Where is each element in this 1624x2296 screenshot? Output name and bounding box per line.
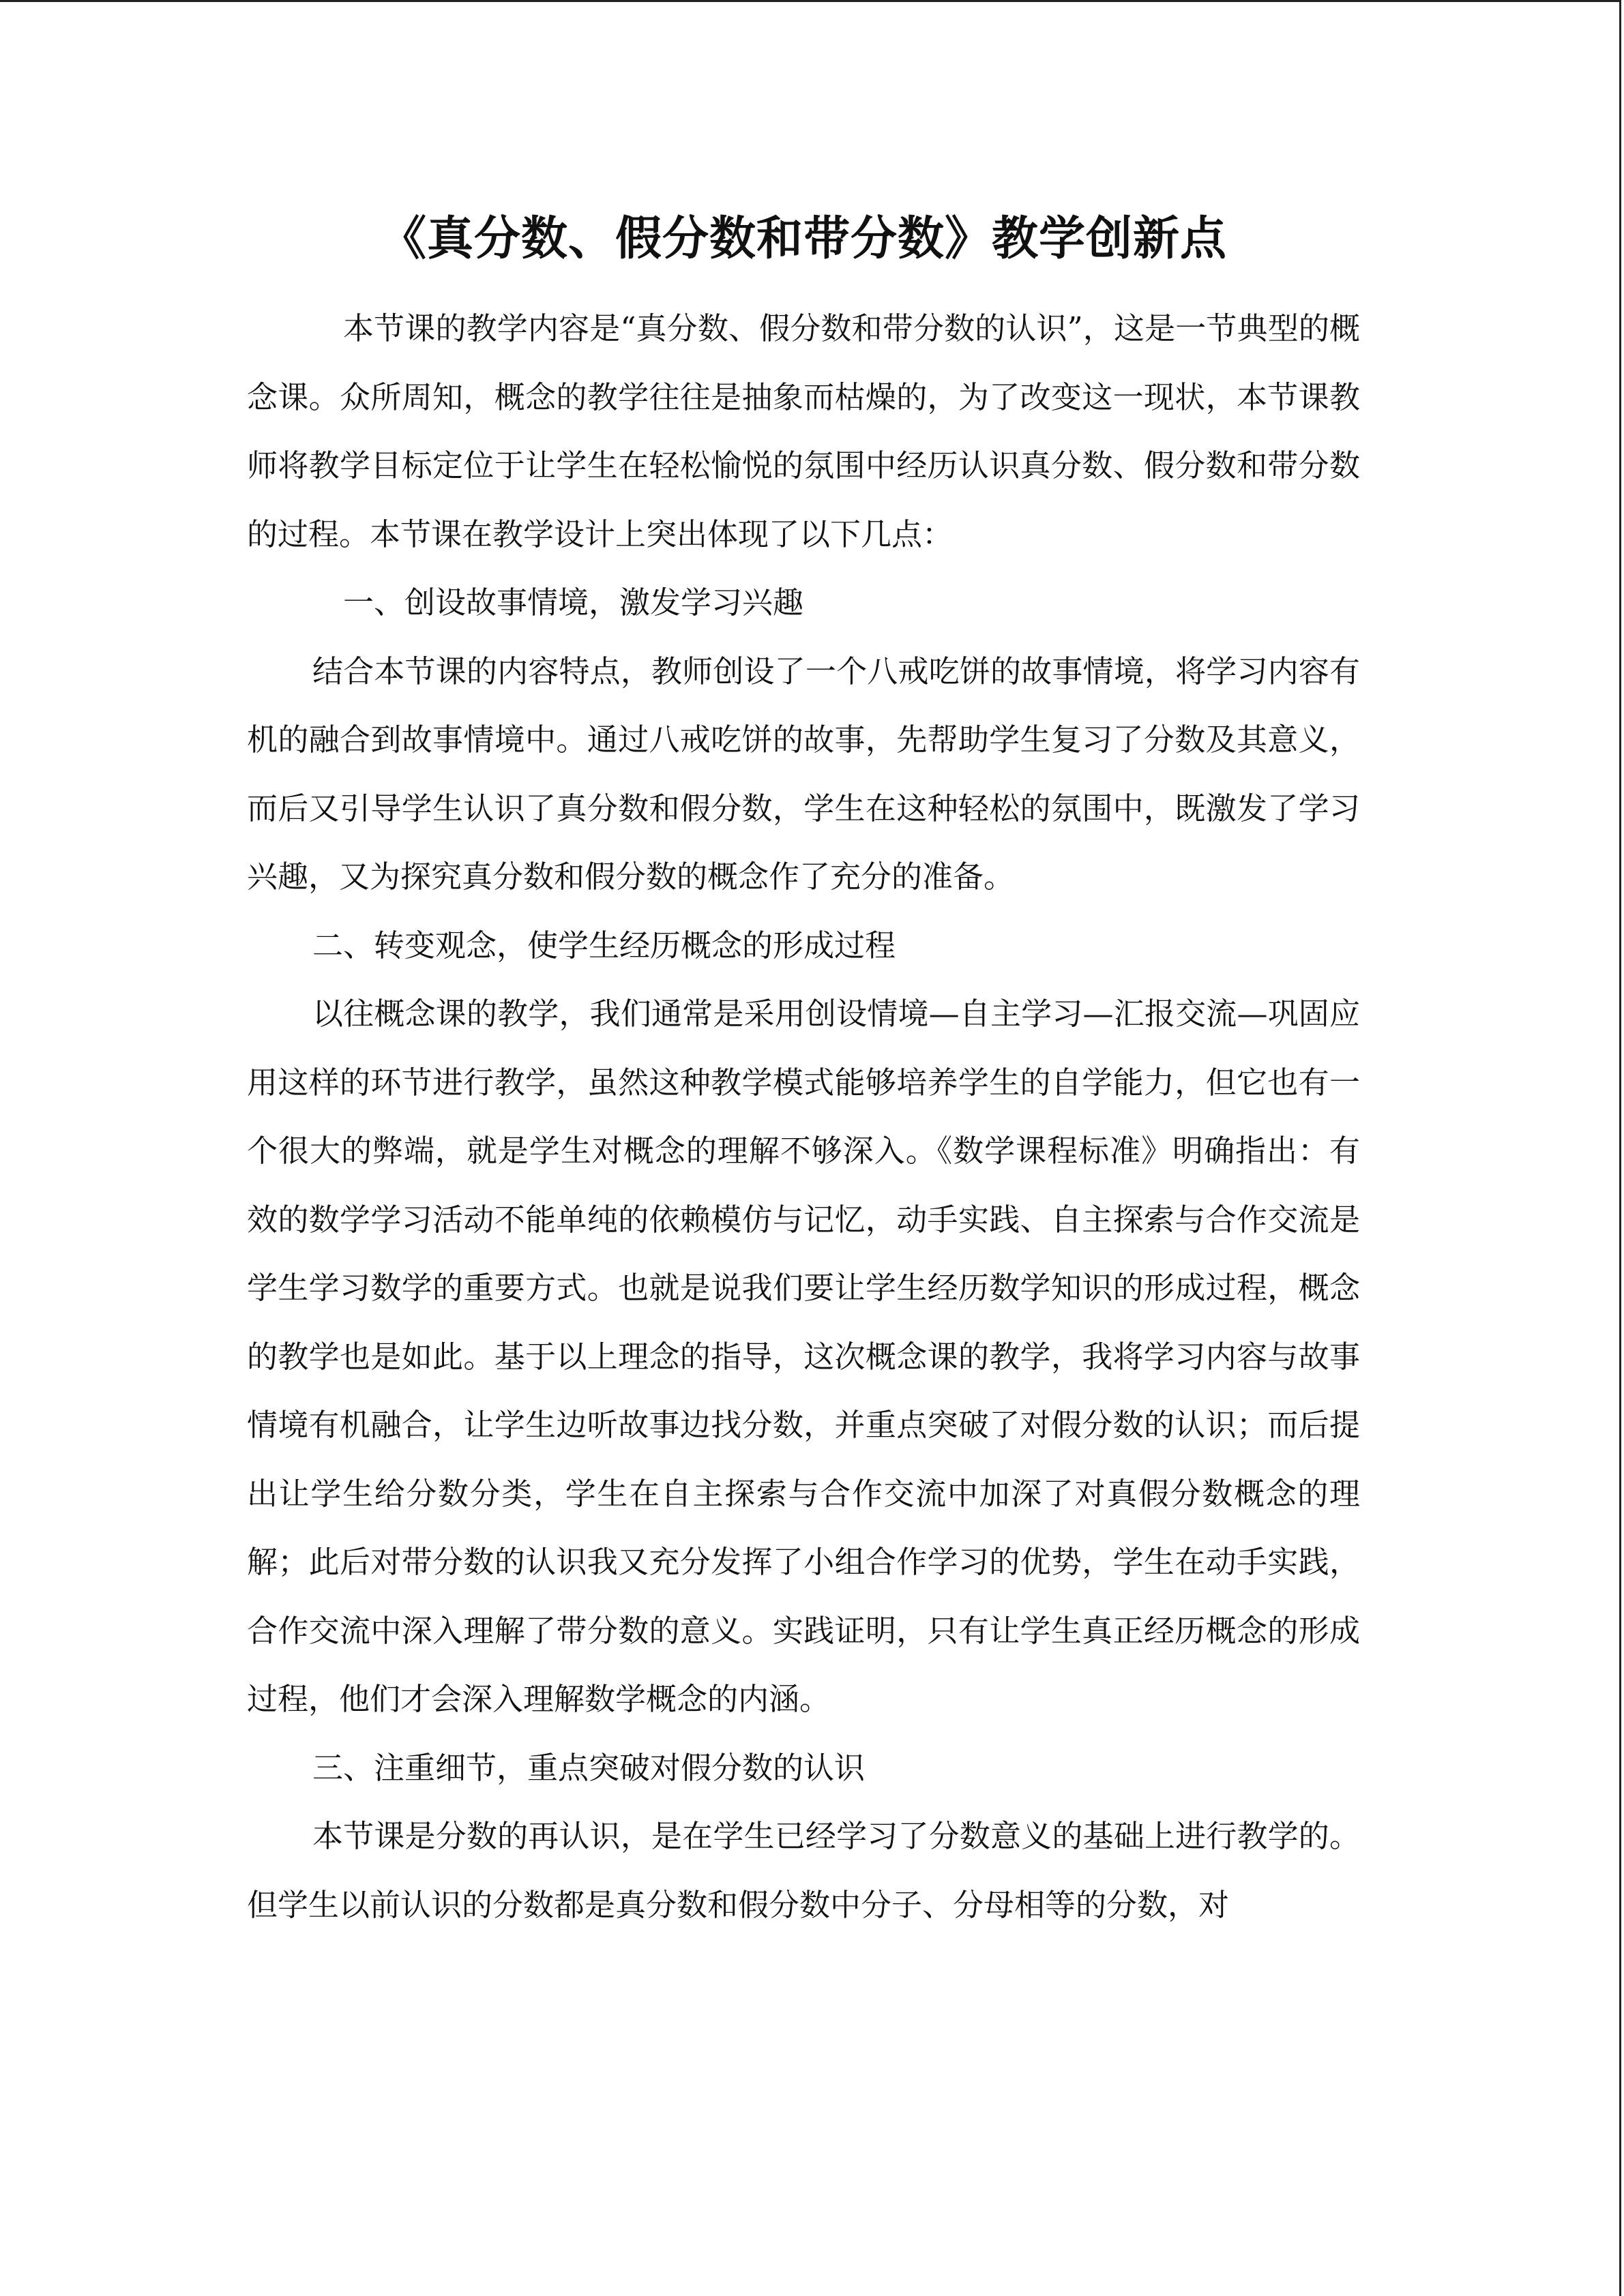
section-heading-2: 二、转变观念，使学生经历概念的形成过程 xyxy=(312,927,896,964)
paragraph-section-1: 结合本节课的内容特点，教师创设了一个八戒吃饼的故事情境，将学习内容有机的融合到故事情境中。通过八戒吃饼的故事，先帮助学生复习了分数及其意义，而后又引导学生认识了真分数和假分数，学生在这种轻松的氛围中，既激发了学习兴趣，又为探究真分数和假分数的概念作了充分的准备。 xyxy=(247,653,1360,895)
paragraph-section-3: 本节课是分数的再认识，是在学生已经学习了分数意义的基础上进行教学的。但学生以前认识的分数都是真分数和假分数中分子、分母相等的分数，对 xyxy=(247,1818,1360,1923)
paragraph-intro: 本节课的教学内容是“真分数、假分数和带分数的认识”，这是一节典型的概念课。众所周知，概念的教学往往是抽象而枯燥的，为了改变这一现状，本节课教师将教学目标定位于让学生在轻松愉悦的氛围中经历认识真分数、假分数和带分数的过程。本节课在教学设计上突出体现了以下几点： xyxy=(247,310,1360,552)
document-body xyxy=(247,198,1360,1939)
document-title: 《真分数、假分数和带分数》教学创新点 xyxy=(379,211,1227,266)
section-heading-3: 三、注重细节，重点突破对假分数的认识 xyxy=(312,1749,866,1786)
paragraph-section-2: 以往概念课的教学，我们通常是采用创设情境—自主学习—汇报交流—巩固应用这样的环节进行教学，虽然这种教学模式能够培养学生的自学能力，但它也有一个很大的弊端，就是学生对概念的理解不够深入。《数学课程标准》明确指出：有效的数学学习活动不能单纯的依赖模仿与记忆，动手实践、自主探索与合作交流是学生学习数学的重要方式。也就是说我们要让学生经历数学知识的形成过程，概念的教学也是如此。基于以上理念的指导，这次概念课的教学，我将学习内容与故事情境有机融合，让学生边听故事边找分数，并重点突破了对假分数的认识；而后提出让学生给分数分类，学生在自主探索与合作交流中加深了对真假分数概念的理解；此后对带分数的认识我又充分发挥了小组合作学习的优势，学生在动手实践，合作交流中深入理解了带分数的意义。实践证明，只有让学生真正经历概念的形成过程，他们才会深入理解数学概念的内涵。 xyxy=(247,996,1360,1717)
section-heading-1: 一、创设故事情境，激发学习兴趣 xyxy=(343,584,804,621)
title-spacer xyxy=(247,280,1360,295)
